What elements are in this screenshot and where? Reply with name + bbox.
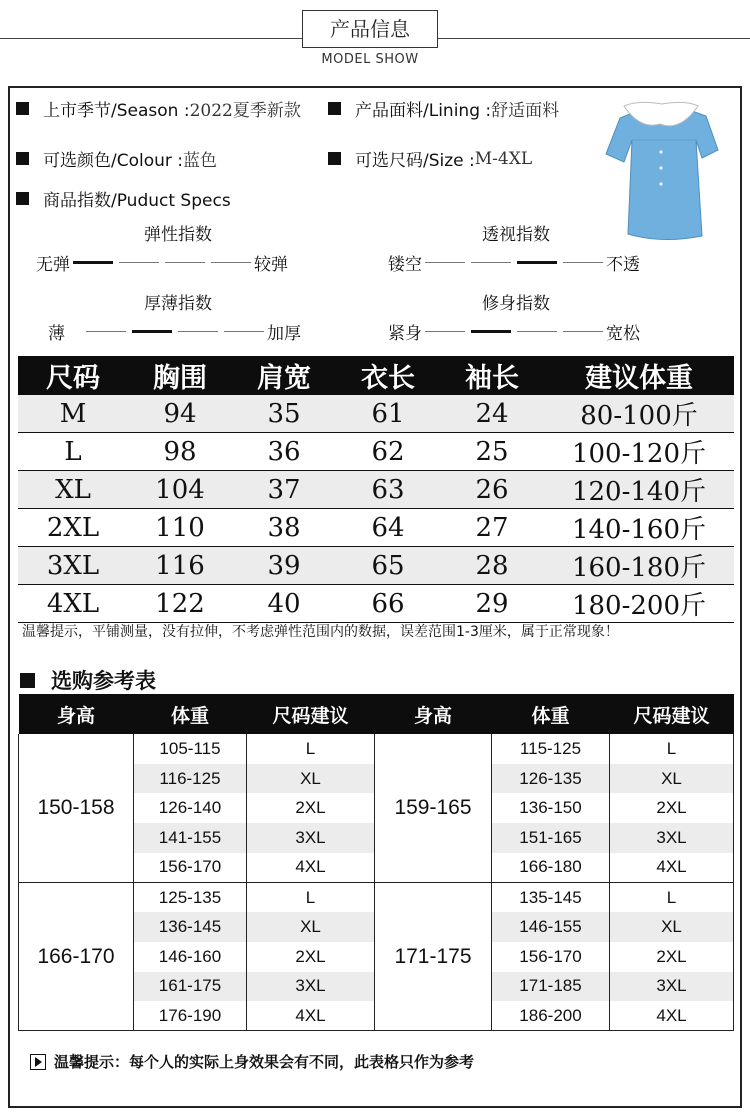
specs-heading [16, 186, 231, 211]
size-cell: 4XL [247, 853, 375, 883]
lining-label: 产品面料/Lining : [355, 101, 492, 121]
table-cell: 35 [232, 395, 336, 433]
weight-cell: 171-185 [492, 972, 610, 1002]
weight-cell: 156-170 [134, 853, 247, 883]
thickness-index-scale [48, 319, 301, 344]
height-cell: 166-170 [19, 882, 134, 1030]
colour-value: 蓝色 [183, 151, 218, 171]
size-cell: 2XL [247, 793, 375, 823]
table-row [18, 471, 734, 509]
table-cell: 39 [232, 547, 336, 585]
scale-segment [563, 262, 603, 263]
scale-segment [73, 261, 113, 264]
bullet-square-icon [328, 152, 341, 165]
weight-cell: 136-145 [134, 912, 247, 942]
size-table [18, 356, 734, 623]
table-cell: 36 [232, 433, 336, 471]
table-row [18, 433, 734, 471]
table-cell: 120-140斤 [544, 471, 734, 509]
table-row [19, 882, 734, 912]
elastic-index-scale [36, 250, 288, 275]
ref-header-cell: 尺码建议 [247, 694, 375, 734]
fit-left: 紧身 [388, 324, 422, 344]
table-row [19, 734, 734, 764]
scale-segment [211, 262, 251, 263]
bullet-square-icon [328, 102, 341, 115]
size-cell: XL [247, 764, 375, 794]
ref-header-cell: 体重 [134, 694, 247, 734]
table-cell: 98 [128, 433, 232, 471]
header-line-right [438, 38, 750, 39]
table-cell: 64 [336, 509, 440, 547]
table-cell: 122 [128, 585, 232, 623]
ref-header-cell: 尺码建议 [610, 694, 734, 734]
scale-segment [425, 331, 465, 332]
reference-tip-text: 温馨提示：每个人的实际上身效果会有不同，此表格只作为参考 [54, 1053, 475, 1071]
bullet-square-icon [16, 192, 29, 205]
ref-header-cell: 身高 [19, 694, 134, 734]
weight-cell: 161-175 [134, 972, 247, 1002]
size-label: 可选尺码/Size : [355, 151, 475, 171]
transparency-index-title: 透视指数 [482, 225, 550, 245]
table-cell: 80-100斤 [544, 395, 734, 433]
season-label: 上市季节/Season : [43, 101, 190, 121]
scale-segment [471, 330, 511, 333]
lining-info [328, 96, 559, 121]
transparency-left: 镂空 [388, 255, 422, 275]
ref-table-heading [20, 665, 156, 695]
size-cell: 3XL [610, 823, 734, 853]
ref-header-cell: 体重 [492, 694, 610, 734]
transparency-index-scale [388, 250, 640, 275]
table-cell: 37 [232, 471, 336, 509]
table-row [18, 395, 734, 433]
weight-cell: 126-140 [134, 793, 247, 823]
table-cell: 26 [440, 471, 544, 509]
table-cell: 29 [440, 585, 544, 623]
transparency-right: 不透 [606, 255, 640, 275]
size-cell: 4XL [610, 1001, 734, 1031]
scale-segment [165, 262, 205, 263]
size-cell: L [247, 882, 375, 912]
table-cell: 25 [440, 433, 544, 471]
table-cell: 160-180斤 [544, 547, 734, 585]
table-cell: 40 [232, 585, 336, 623]
table-cell: 116 [128, 547, 232, 585]
fit-index-title: 修身指数 [482, 294, 550, 314]
size-cell: 3XL [247, 823, 375, 853]
scale-segment [224, 331, 264, 332]
colour-info [16, 146, 217, 171]
scale-segment [119, 262, 159, 263]
table-row [18, 547, 734, 585]
size-cell: XL [610, 912, 734, 942]
size-header-cell: 衣长 [336, 356, 440, 395]
height-cell: 150-158 [19, 734, 134, 882]
table-cell: 140-160斤 [544, 509, 734, 547]
height-cell: 159-165 [375, 734, 492, 882]
size-cell: L [610, 734, 734, 764]
weight-cell: 135-145 [492, 882, 610, 912]
bullet-square-icon [20, 673, 35, 688]
thickness-left: 薄 [48, 324, 65, 344]
weight-cell: 146-155 [492, 912, 610, 942]
header-title: 产品信息 [302, 10, 438, 48]
thickness-index-title: 厚薄指数 [144, 294, 212, 314]
ref-table-title: 选购参考表 [51, 669, 156, 693]
ref-table [18, 694, 734, 1031]
weight-cell: 141-155 [134, 823, 247, 853]
thickness-right: 加厚 [267, 324, 301, 344]
table-row [18, 585, 734, 623]
size-value: M-4XL [474, 148, 533, 169]
size-cell: 4XL [247, 1001, 375, 1031]
elastic-index-title: 弹性指数 [144, 225, 212, 245]
size-cell: 3XL [247, 972, 375, 1002]
size-cell: 2XL [610, 942, 734, 972]
scale-segment [517, 261, 557, 264]
fit-right: 宽松 [606, 324, 640, 344]
measurement-tip: 温馨提示，平铺测量，没有拉伸，不考虑弹性范围内的数据，误差范围1-3厘米，属于正常现象！ [22, 624, 619, 640]
scale-segment [132, 330, 172, 333]
table-cell: 63 [336, 471, 440, 509]
size-header-cell: 建议体重 [544, 356, 734, 395]
weight-cell: 166-180 [492, 853, 610, 883]
size-cell: 2XL [610, 793, 734, 823]
weight-cell: 105-115 [134, 734, 247, 764]
size-cell: 3XL [610, 972, 734, 1002]
header-line-left [0, 38, 302, 39]
table-cell: 27 [440, 509, 544, 547]
table-cell: L [18, 433, 128, 471]
scale-segment [425, 262, 465, 263]
bullet-square-icon [16, 152, 29, 165]
elastic-right: 较弹 [254, 255, 288, 275]
table-cell: 24 [440, 395, 544, 433]
size-header-cell: 肩宽 [232, 356, 336, 395]
size-info [328, 146, 532, 171]
size-cell: 4XL [610, 853, 734, 883]
lining-value: 舒适面料 [491, 101, 560, 121]
table-cell: 61 [336, 395, 440, 433]
scale-segment [178, 331, 218, 332]
size-cell: XL [247, 912, 375, 942]
table-cell: XL [18, 471, 128, 509]
product-dress-image [602, 96, 720, 246]
weight-cell: 125-135 [134, 882, 247, 912]
table-cell: 180-200斤 [544, 585, 734, 623]
header-subtitle: MODEL SHOW [321, 52, 419, 67]
play-icon [30, 1054, 46, 1070]
scale-segment [517, 331, 557, 332]
weight-cell: 186-200 [492, 1001, 610, 1031]
elastic-left: 无弹 [36, 255, 70, 275]
scale-segment [563, 331, 603, 332]
reference-tip [30, 1051, 474, 1072]
table-cell: 2XL [18, 509, 128, 547]
size-cell: 2XL [247, 942, 375, 972]
bullet-square-icon [16, 102, 29, 115]
fit-index-scale [388, 319, 640, 344]
size-cell: L [247, 734, 375, 764]
size-header-cell: 胸围 [128, 356, 232, 395]
weight-cell: 136-150 [492, 793, 610, 823]
scale-segment [86, 331, 126, 332]
size-header-cell: 袖长 [440, 356, 544, 395]
size-header-cell: 尺码 [18, 356, 128, 395]
specs-label: 商品指数/Puduct Specs [43, 191, 231, 211]
table-cell: 110 [128, 509, 232, 547]
height-cell: 171-175 [375, 882, 492, 1030]
weight-cell: 115-125 [492, 734, 610, 764]
table-cell: M [18, 395, 128, 433]
table-cell: 28 [440, 547, 544, 585]
table-cell: 66 [336, 585, 440, 623]
size-table-header [18, 356, 734, 395]
table-cell: 100-120斤 [544, 433, 734, 471]
size-cell: L [610, 882, 734, 912]
ref-header-cell: 身高 [375, 694, 492, 734]
season-value: 2022夏季新款 [189, 101, 301, 121]
weight-cell: 176-190 [134, 1001, 247, 1031]
table-cell: 62 [336, 433, 440, 471]
table-cell: 38 [232, 509, 336, 547]
table-cell: 4XL [18, 585, 128, 623]
ref-table-header [19, 694, 734, 734]
table-cell: 65 [336, 547, 440, 585]
weight-cell: 126-135 [492, 764, 610, 794]
table-cell: 94 [128, 395, 232, 433]
weight-cell: 146-160 [134, 942, 247, 972]
weight-cell: 156-170 [492, 942, 610, 972]
table-row [18, 509, 734, 547]
table-cell: 3XL [18, 547, 128, 585]
size-cell: XL [610, 764, 734, 794]
weight-cell: 116-125 [134, 764, 247, 794]
colour-label: 可选颜色/Colour : [43, 151, 184, 171]
scale-segment [471, 262, 511, 263]
weight-cell: 151-165 [492, 823, 610, 853]
table-cell: 104 [128, 471, 232, 509]
season-info [16, 96, 301, 121]
